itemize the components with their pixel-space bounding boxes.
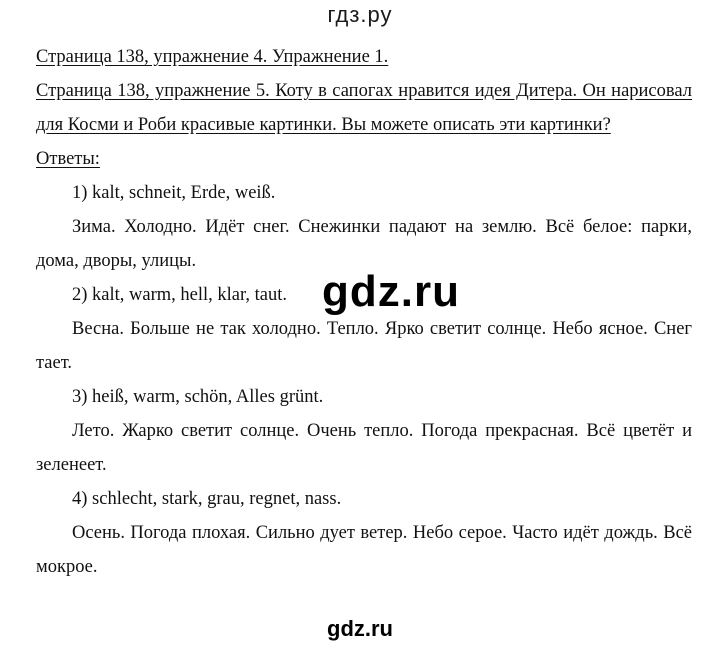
answer-1-description: Зима. Холодно. Идёт снег. Снежинки падают на землю. Всё белое: парки, дома, дворы, улицы. [36, 217, 692, 271]
exercise-4-heading: Страница 138, упражнение 4. Упражнение 1. [36, 47, 389, 67]
exercise-5-heading: Страница 138, упражнение 5. Коту в сапогах нравится идея Дитера. Он нарисовал для Косми и Роби красивые картинки. Вы можете описать эти картинки? [36, 81, 692, 135]
answer-3-description: Лето. Жарко светит солнце. Очень тепло. Погода прекрасная. Всё цветёт и зеленеет. [36, 421, 692, 475]
site-header: гдз.ру [327, 2, 393, 27]
answer-3-words: 3) heiß, warm, schön, Alles grünt. [72, 387, 324, 407]
answer-2-description: Весна. Больше не так холодно. Тепло. Ярко светит солнце. Небо ясное. Снег тает. [36, 319, 692, 373]
answers-label: Ответы: [36, 149, 100, 169]
answer-2-words: 2) kalt, warm, hell, klar, taut. [72, 285, 288, 305]
answer-1-words: 1) kalt, schneit, Erde, weiß. [72, 183, 276, 203]
site-footer: gdz.ru [327, 616, 393, 641]
watermark-logo: gdz.ru [318, 268, 464, 316]
answer-4-words: 4) schlecht, stark, grau, regnet, nass. [72, 489, 342, 509]
answer-4-description: Осень. Погода плохая. Сильно дует ветер. Небо серое. Часто идёт дождь. Всё мокрое. [36, 523, 692, 577]
